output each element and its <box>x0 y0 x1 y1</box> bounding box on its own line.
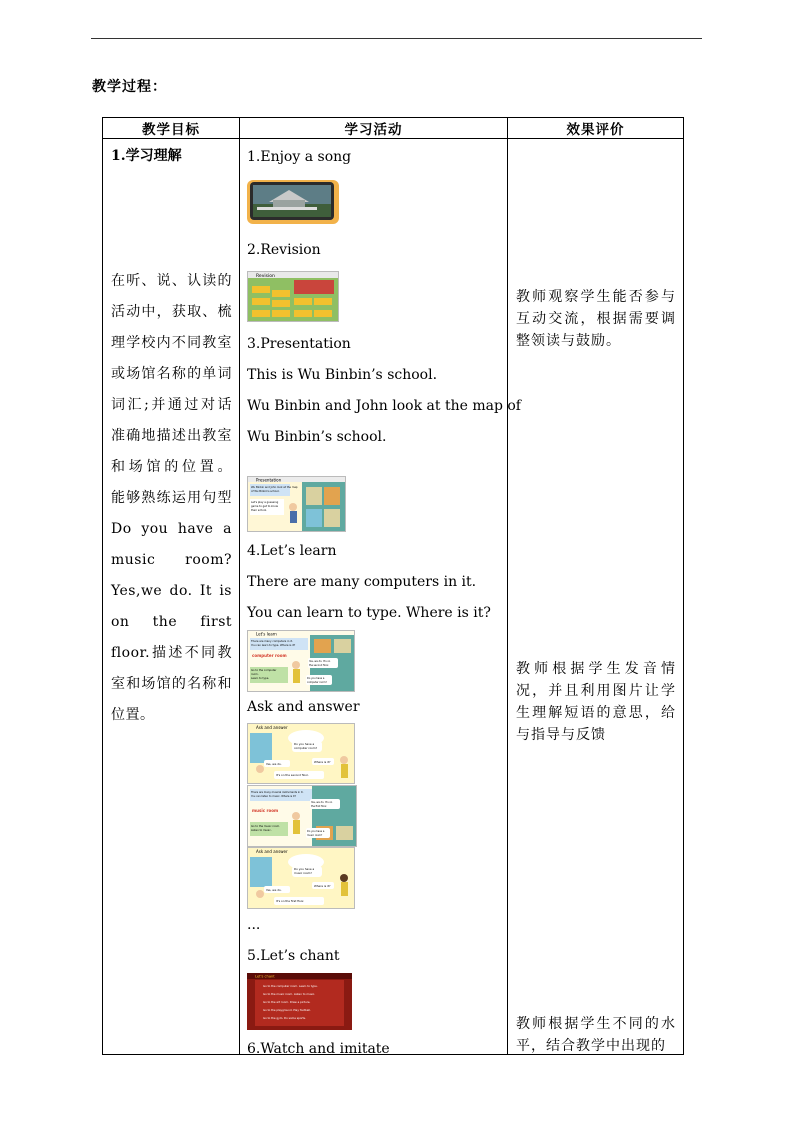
section-title: 教学过程： <box>92 79 167 95</box>
presentation-label: Presentation <box>256 477 282 483</box>
learn2-text-1: You can listen to music. Where is it? <box>251 795 296 798</box>
presentation-slide-thumbnail <box>247 476 346 532</box>
ask2-a1: Yes, we do. <box>266 888 282 892</box>
goal-cell <box>103 139 239 1054</box>
learn1-note-2: Learn to type. <box>251 677 270 680</box>
evaluation-1: 教师观察学生能否参与互动交流，根据需要调整领读与鼓励。 <box>516 289 676 349</box>
evaluation-cell <box>508 139 683 1054</box>
ask1-a1: Yes, we do. <box>266 762 282 766</box>
activity-3-line-3: Wu Binbin’s school. <box>247 429 387 445</box>
learn-music-room-thumbnail <box>247 785 357 847</box>
presentation-text-0: Wu Binbin and John look at the map <box>251 486 298 489</box>
learn1-bubble1-1: the second floor. <box>309 664 329 667</box>
teaching-process-table <box>102 117 684 1055</box>
learn2-tag: music room <box>252 808 279 813</box>
evaluation-2: 教师根据学生发音情况，并且利用图片让学生理解短语的意思，给与指导与反馈 <box>516 661 676 743</box>
ask1-a2: It's on the second floor. <box>276 773 309 777</box>
chant-line-2: Go to the art room. Draw a picture. <box>263 1000 311 1004</box>
learn2-bubble1-0: Yes, we do. It's on <box>311 801 333 804</box>
presentation-text-4: their school. <box>251 509 268 512</box>
activity-4: 4.Let’s learn <box>247 543 337 559</box>
learn2-note-1: Listen to music. <box>251 829 272 832</box>
goal-text-1: 在听、说、认读的活动中，获取、梳理学校内不同教室或场馆名称的单词词汇;并通过对话准确地描述出教室和场馆的位置。 <box>111 273 232 475</box>
learn2-bubble2-0: Do you have a <box>307 830 325 833</box>
activity-cell <box>240 139 521 1057</box>
learn2-text-0: There are many musical instruments in it. <box>251 791 304 794</box>
learn1-bubble2-0: Do you have a <box>307 677 325 680</box>
activity-4-line-2: You can learn to type. Where is it? <box>247 605 491 621</box>
ask2-q1-1: music room? <box>294 871 312 875</box>
goal-text-2: 能够熟练运用句型 Do you have a music room? Yes,we do. It is on the first floor.描述不同教室和场馆的名称和位置。 <box>111 490 232 723</box>
ask2-label: Ask and answer <box>256 849 288 854</box>
presentation-text-3: game to get to know <box>251 505 278 508</box>
activity-4-line-1: There are many computers in it. <box>247 574 477 590</box>
ask2-q2: Where is it? <box>314 884 331 888</box>
learn2-bubble2-1: music room? <box>307 834 323 837</box>
chant-line-0: Go to the computer room. Learn to type. <box>263 984 318 988</box>
header-goal: 教学目标 <box>103 118 240 139</box>
learn1-note-1: room. <box>251 673 259 676</box>
revision-slide-thumbnail <box>247 271 339 322</box>
chant-line-1: Go to the music room. Listen to music. <box>263 992 316 996</box>
header-rule <box>91 38 702 39</box>
ask1-q1-1: computer room? <box>294 746 318 750</box>
evaluation-3: 教师根据学生不同的水平，结合教学中出现的 <box>516 1016 676 1054</box>
chant-line-4: Go to the gym. Do some sports. <box>263 1016 306 1020</box>
ask1-q1-0: Do you have a <box>294 742 315 746</box>
ask2-a2: It's on the first floor. <box>276 899 305 903</box>
revision-label: Revision <box>256 274 275 279</box>
chant-slide-thumbnail <box>247 973 352 1030</box>
activity-3-line-2: Wu Binbin and John look at the map of <box>247 398 521 414</box>
activity-6: 6.Watch and imitate <box>247 1041 390 1057</box>
activity-1: 1.Enjoy a song <box>247 149 352 165</box>
learn2-bubble1-1: the first floor. <box>311 805 328 808</box>
ask-answer-computer-thumbnail <box>247 723 355 784</box>
chant-line-3: Go to the playground. Play football. <box>263 1008 311 1012</box>
header-activity: 学习活动 <box>240 118 508 139</box>
activity-3: 3.Presentation <box>247 336 351 352</box>
learn2-note-0: Go to the music room. <box>251 825 280 828</box>
ask2-q1-0: Do you have a <box>294 867 315 871</box>
ask1-q2: Where is it? <box>314 760 331 764</box>
learn1-text-0: There are many computers in it. <box>251 640 293 643</box>
learn1-bubble2-1: computer room? <box>307 681 327 684</box>
goal-heading: 1.学习理解 <box>111 148 182 164</box>
chant-label: Let's chant <box>255 974 275 979</box>
presentation-text-1: of Wu Binbin's school. <box>251 490 280 493</box>
learn1-label: Let's learn <box>256 631 277 637</box>
header-evaluation: 效果评价 <box>508 118 684 139</box>
learn1-text-1: You can learn to type. Where is it? <box>251 644 296 647</box>
learn-computer-room-thumbnail <box>247 630 355 692</box>
activity-3-line-1: This is Wu Binbin’s school. <box>247 367 438 383</box>
activity-2: 2.Revision <box>247 242 321 258</box>
ask1-label: Ask and answer <box>256 725 288 730</box>
learn1-tag: computer room <box>252 653 287 658</box>
learn1-bubble1-0: Yes, we do. It's on <box>309 660 331 663</box>
presentation-text-2: Let's play a guessing <box>251 501 279 504</box>
ask-answer-music-thumbnail <box>247 847 355 909</box>
learn1-note-0: Go to the computer <box>251 669 277 672</box>
activity-5: 5.Let’s chant <box>247 948 340 964</box>
activity-ellipsis: ... <box>247 917 261 933</box>
ask-and-answer-heading: Ask and answer <box>247 699 360 715</box>
song-video-thumbnail[interactable] <box>247 180 339 224</box>
